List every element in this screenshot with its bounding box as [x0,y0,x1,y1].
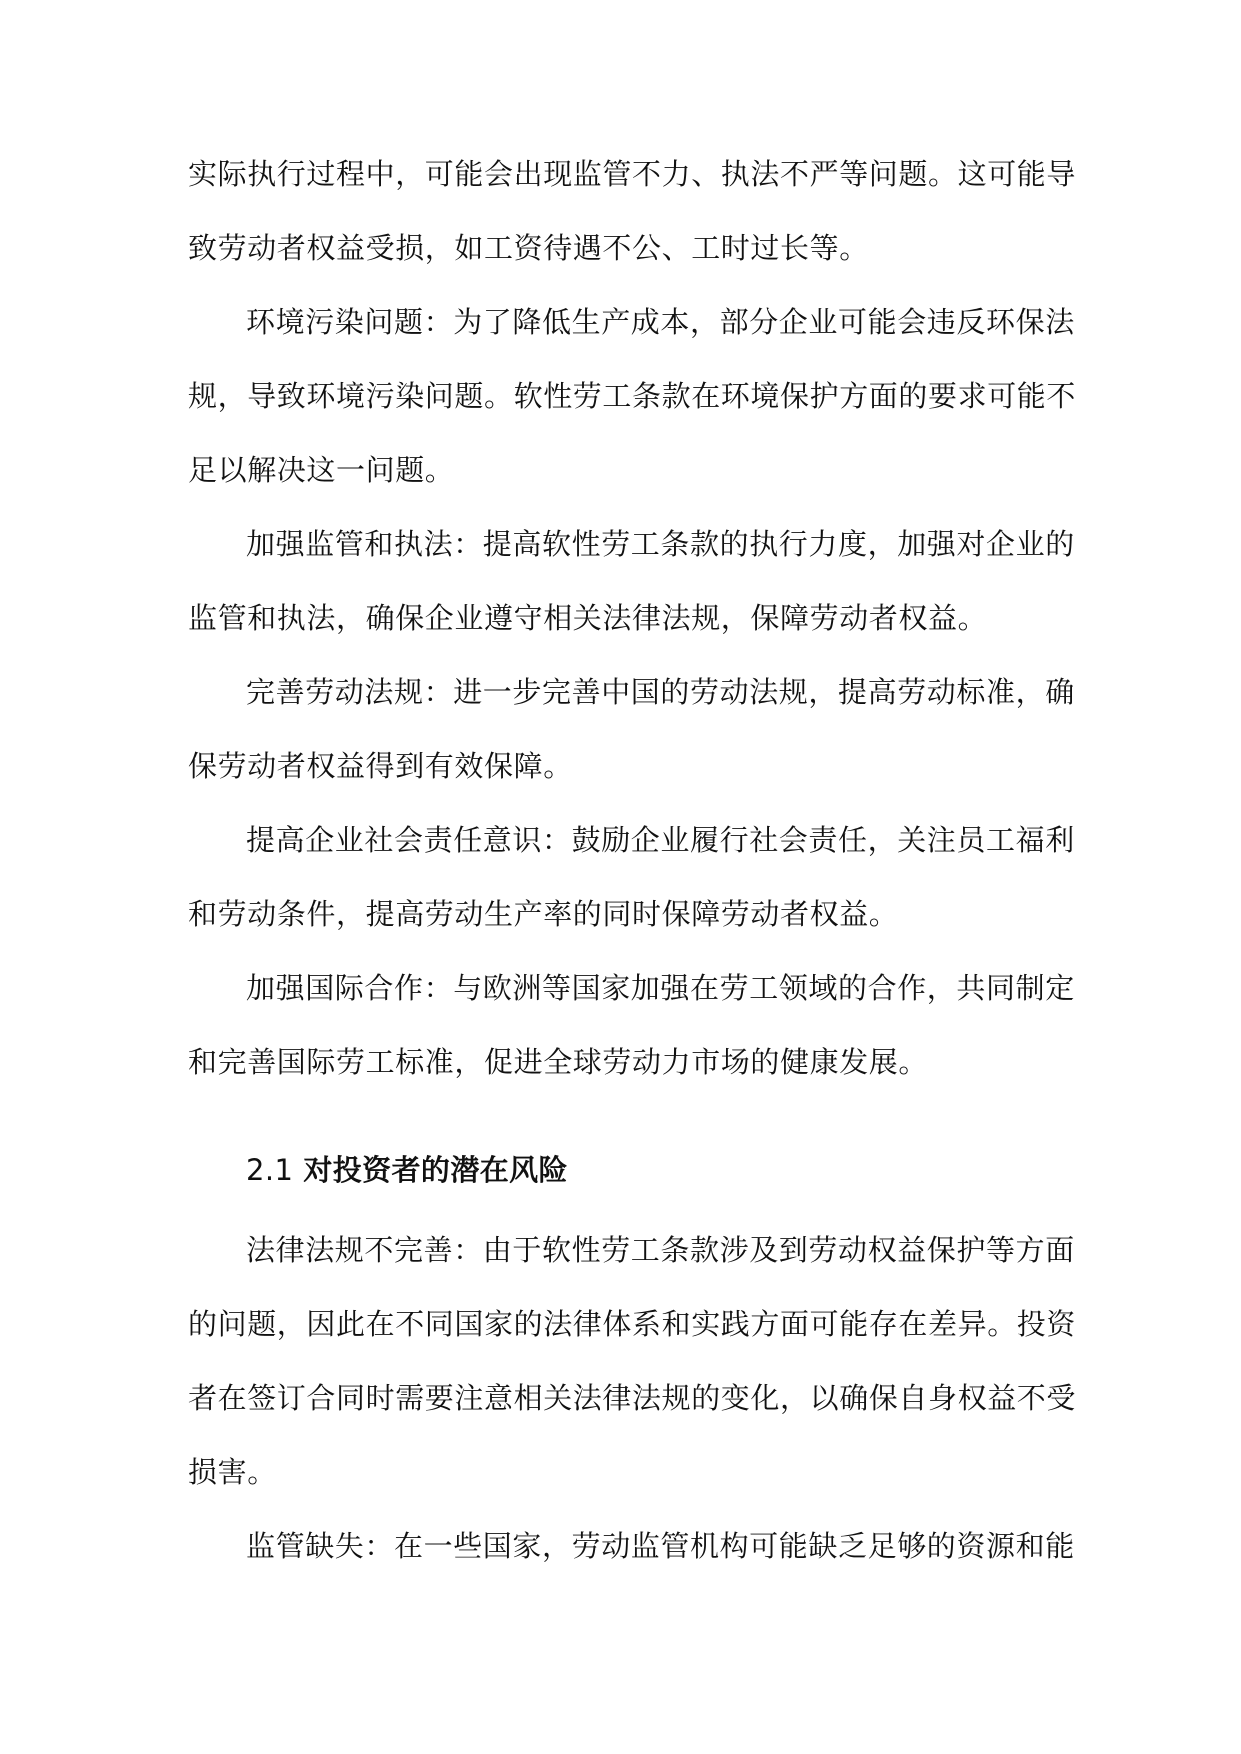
section-heading [246,1150,568,1190]
paragraph-line: 加强监管和执法：提高软性劳工条款的执行力度，加强对企业的 [246,527,1075,561]
paragraph-line: 监管和执法，确保企业遵守相关法律法规，保障劳动者权益。 [188,601,988,635]
paragraph-line: 实际执行过程中，可能会出现监管不力、执法不严等问题。这可能导 [188,157,1077,191]
paragraph-line: 损害。 [188,1455,277,1489]
paragraph-line: 监管缺失：在一些国家，劳动监管机构可能缺乏足够的资源和能 [246,1529,1075,1563]
paragraph-line: 致劳动者权益受损，如工资待遇不公、工时过长等。 [188,231,869,265]
section-title: 对投资者的潜在风险 [303,1153,568,1187]
paragraph-line: 法律法规不完善：由于软性劳工条款涉及到劳动权益保护等方面 [246,1233,1075,1267]
paragraph-line: 规，导致环境污染问题。软性劳工条款在环境保护方面的要求可能不 [188,379,1077,413]
paragraph-line: 保劳动者权益得到有效保障。 [188,749,573,783]
paragraph-line: 足以解决这一问题。 [188,453,455,487]
paragraph-line: 的问题，因此在不同国家的法律体系和实践方面可能存在差异。投资 [188,1307,1077,1341]
paragraph-line: 者在签订合同时需要注意相关法律法规的变化，以确保自身权益不受 [188,1381,1077,1415]
paragraph-line: 加强国际合作：与欧洲等国家加强在劳工领域的合作，共同制定 [246,971,1075,1005]
paragraph-line: 和完善国际劳工标准，促进全球劳动力市场的健康发展。 [188,1045,929,1079]
paragraph-line: 环境污染问题：为了降低生产成本，部分企业可能会违反环保法 [246,305,1075,339]
paragraph-line: 完善劳动法规：进一步完善中国的劳动法规，提高劳动标准，确 [246,675,1075,709]
section-number: 2.1 [246,1153,294,1187]
paragraph-line: 提高企业社会责任意识：鼓励企业履行社会责任，关注员工福利 [246,823,1075,857]
paragraph-line: 和劳动条件，提高劳动生产率的同时保障劳动者权益。 [188,897,899,931]
